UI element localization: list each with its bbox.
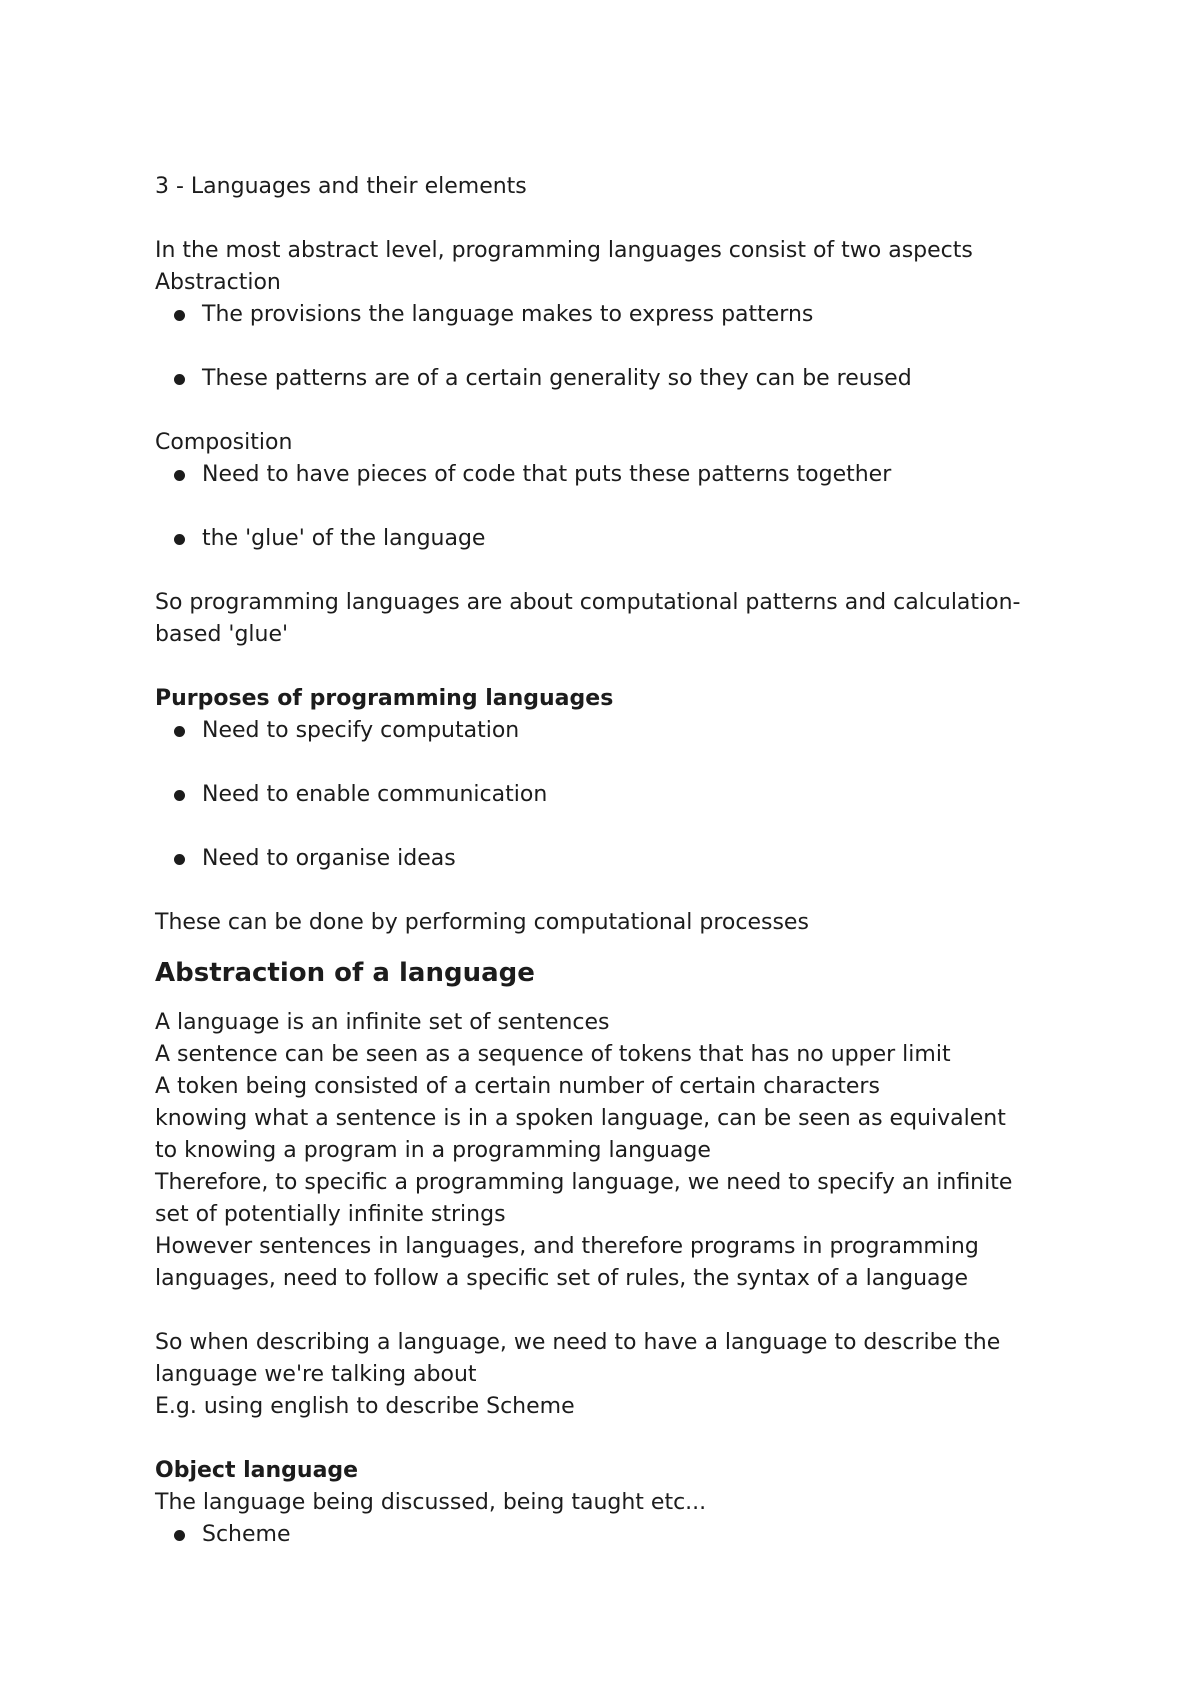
intro-text: In the most abstract level, programming languages consist of two aspects xyxy=(155,238,973,263)
bullet-icon xyxy=(174,374,185,385)
list-item: Need to have pieces of code that puts these patterns together xyxy=(155,459,1055,491)
spacer xyxy=(155,203,1055,235)
section-line: A sentence can be seen as a sequence of tokens that has no upper limit xyxy=(155,1042,951,1067)
list-item: the 'glue' of the language xyxy=(155,523,1055,555)
document-page xyxy=(155,171,1055,1551)
section-line: set of potentially infinite strings xyxy=(155,1202,506,1227)
summary-line: So programming languages are about computational patterns and calculation- xyxy=(155,590,1021,615)
bullet-icon xyxy=(174,854,185,865)
bullet-icon xyxy=(174,726,185,737)
summary-line: based 'glue' xyxy=(155,622,289,647)
composition-label: Composition xyxy=(155,430,293,455)
bullet-icon xyxy=(174,1530,185,1541)
abstraction-label: Abstraction xyxy=(155,270,281,295)
purposes-note: These can be done by performing computational processes xyxy=(155,910,809,935)
purposes-list xyxy=(155,715,1055,875)
bullet-icon xyxy=(174,790,185,801)
abstraction-list xyxy=(155,299,1055,395)
section-line: However sentences in languages, and therefore programs in programming xyxy=(155,1234,979,1259)
purposes-heading: Purposes of programming languages xyxy=(155,686,614,711)
describe-line: So when describing a language, we need to have a language to describe the xyxy=(155,1330,1001,1355)
bullet-icon xyxy=(174,534,185,545)
describe-line: E.g. using english to describe Scheme xyxy=(155,1394,575,1419)
section-line: A token being consisted of a certain number of certain characters xyxy=(155,1074,880,1099)
object-heading: Object language xyxy=(155,1458,359,1483)
list-item: Scheme xyxy=(155,1519,1055,1551)
section-line: Therefore, to specific a programming language, we need to specify an infinite xyxy=(155,1170,1013,1195)
bullet-icon xyxy=(174,310,185,321)
spacer xyxy=(155,651,1055,683)
list-item: Need to organise ideas xyxy=(155,843,1055,875)
list-item: Need to specify computation xyxy=(155,715,1055,747)
doc-header: 3 - Languages and their elements xyxy=(155,174,527,199)
section-line: to knowing a program in a programming language xyxy=(155,1138,711,1163)
list-item: These patterns are of a certain generality so they can be reused xyxy=(155,363,1055,395)
list-item: Need to enable communication xyxy=(155,779,1055,811)
list-item: The provisions the language makes to express patterns xyxy=(155,299,1055,331)
object-list xyxy=(155,1519,1055,1551)
object-desc: The language being discussed, being taught etc... xyxy=(155,1490,707,1515)
bullet-icon xyxy=(174,470,185,481)
spacer xyxy=(155,1295,1055,1327)
section-line: languages, need to follow a specific set of rules, the syntax of a language xyxy=(155,1266,969,1291)
section-line: knowing what a sentence is in a spoken language, can be seen as equivalent xyxy=(155,1106,1006,1131)
section-line: A language is an infinite set of sentences xyxy=(155,1010,610,1035)
describe-line: language we're talking about xyxy=(155,1362,477,1387)
composition-list xyxy=(155,459,1055,555)
section-title: Abstraction of a language xyxy=(155,958,535,988)
spacer xyxy=(155,1423,1055,1455)
